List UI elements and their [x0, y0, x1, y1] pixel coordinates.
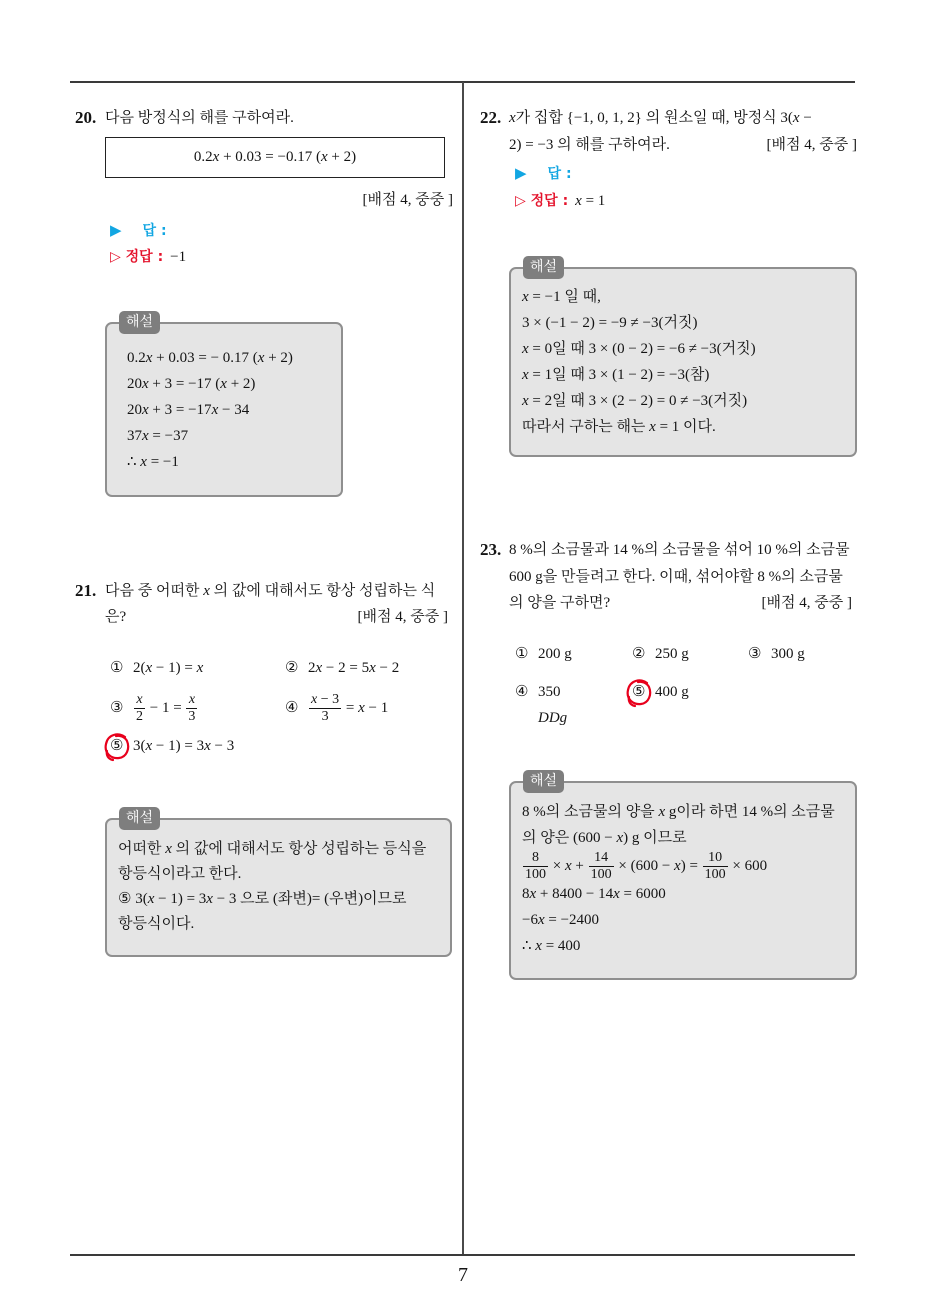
explanation-tab: 해설	[119, 311, 160, 334]
explanation-tab: 해설	[119, 807, 160, 830]
choice-mark: ②	[632, 646, 646, 662]
explanation-line: 3 × (−1 − 2) = −9 ≠ −3(거짓)	[522, 315, 698, 331]
explanation-line: 항등식이다.	[118, 916, 195, 932]
choice-5	[632, 679, 689, 705]
equation-box: 0.2x + 0.03 = −0.17 (x + 2)	[105, 137, 445, 178]
explanation-line: −6x = −2400	[522, 912, 600, 928]
choice-4	[285, 692, 388, 724]
explanation-tab: 해설	[523, 256, 564, 279]
fraction	[309, 693, 341, 724]
explanation-line: 항등식이라고 한다.	[118, 866, 242, 882]
fraction-numerator: x	[186, 693, 197, 709]
choice-text: 3(x − 1) = 3x − 3	[133, 738, 235, 754]
choice-mark: ④	[285, 700, 299, 716]
explanation-line: x = 2일 때 3 × (2 − 2) = 0 ≠ −3(거짓)	[522, 393, 748, 409]
choice-text: 400 g	[655, 684, 689, 700]
choice-4	[515, 679, 561, 705]
choice-mark: ④	[515, 684, 529, 700]
explanation-line: x = 1일 때 3 × (1 − 2) = −3(참)	[522, 367, 710, 383]
correct-answer-label: ▷ 정답 :	[110, 249, 164, 265]
explanation-line: 따라서 구하는 해는 x = 1 이다.	[522, 419, 716, 435]
score-tag: [배점 4, 중중 ]	[761, 595, 852, 611]
question-stem-line: 의 양을 구하면?	[509, 595, 611, 611]
choice-mark: ①	[515, 646, 529, 662]
question-stem-line: 은?	[105, 609, 127, 625]
fraction-denominator: 100	[704, 867, 726, 883]
explanation-line: 20x + 3 = −17 (x + 2)	[127, 376, 256, 392]
choice-text: = x − 1	[345, 700, 389, 716]
fraction	[523, 851, 548, 882]
fraction	[134, 693, 145, 724]
play-triangle-icon: ▶	[515, 164, 527, 182]
explanation-line: ∴ x = −1	[127, 454, 179, 470]
page-number: 7	[458, 1264, 468, 1286]
equation-text: × x +	[552, 858, 584, 874]
question-stem-line: 다음 중 어떠한 x 의 값에 대해서도 항상 성립하는 식	[105, 583, 436, 599]
choice-3	[748, 641, 805, 667]
explanation-line: 의 양은 (600 − x) g 이므로	[522, 830, 687, 846]
explanation-line: x = 0일 때 3 × (0 − 2) = −6 ≠ −3(거짓)	[522, 341, 756, 357]
choice-mark: ①	[110, 660, 124, 676]
correct-answer	[515, 188, 605, 214]
fraction	[186, 693, 197, 724]
question-stem-line: 600 g을 만들려고 한다. 이때, 섞어야할 8 %의 소금물	[509, 568, 843, 585]
answer-blank	[110, 217, 167, 243]
choice-mark: ②	[285, 660, 299, 676]
choice-text: 300 g	[771, 646, 805, 662]
correct-answer-value: −1	[170, 249, 187, 265]
question-stem-line: x가 집합 {−1, 0, 1, 2} 의 원소일 때, 방정식 3(x −	[509, 110, 812, 126]
choice-2	[632, 641, 689, 667]
correct-answer	[110, 244, 186, 270]
explanation-line: 20x + 3 = −17x − 34	[127, 402, 250, 418]
score-tag: [배점 4, 중중 ]	[362, 192, 453, 208]
choice-3	[110, 692, 198, 724]
question-stem-line: 8 %의 소금물과 14 %의 소금물을 섞어 10 %의 소금물	[509, 542, 850, 558]
choice-1	[110, 655, 203, 681]
choice-text: 200 g	[538, 646, 572, 662]
fraction-numerator: x − 3	[311, 692, 340, 708]
score-tag: [배점 4, 중중 ]	[357, 609, 448, 625]
choice-text: 2x − 2 = 5x − 2	[308, 660, 400, 676]
explanation-fraction-line	[522, 851, 855, 881]
explanation-box	[105, 314, 343, 497]
fraction	[589, 851, 614, 882]
choice-text: − 1 =	[149, 700, 182, 716]
fraction-denominator: 2	[136, 709, 143, 725]
choice-mark: ③	[110, 700, 124, 716]
choice-4-continuation: DDg	[538, 710, 568, 726]
choice-mark: ③	[748, 646, 762, 662]
choice-1	[515, 641, 572, 667]
correct-answer-label: ▷ 정답 :	[515, 193, 569, 209]
answer-label: 답 :	[142, 223, 167, 239]
explanation-line: 37x = −37	[127, 428, 189, 444]
fraction-denominator: 100	[590, 867, 612, 883]
equation-text: × 600	[732, 858, 768, 874]
explanation-line: ∴ x = 400	[522, 938, 581, 954]
question-stem	[105, 105, 294, 131]
explanation-line: 8x + 8400 − 14x = 6000	[522, 886, 666, 902]
question-number: 21.	[75, 581, 97, 600]
choice-2	[285, 655, 399, 681]
play-triangle-icon: ▶	[110, 221, 122, 239]
explanation-tab: 해설	[523, 770, 564, 793]
fraction-numerator: x	[134, 693, 145, 709]
choice-5	[110, 733, 234, 759]
fraction-denominator: 100	[525, 867, 546, 883]
explanation-line: 0.2x + 0.03 = − 0.17 (x + 2)	[127, 350, 293, 366]
question-number: 22.	[480, 108, 502, 127]
answer-label: 답 :	[547, 166, 572, 182]
explanation-box	[509, 773, 857, 980]
explanation-box	[105, 810, 452, 957]
answer-blank	[515, 160, 572, 186]
fraction-denominator: 3	[188, 709, 196, 725]
question-number: 23.	[480, 540, 502, 559]
bottom-rule	[70, 1254, 855, 1256]
explanation-line: 어떠한 x 의 값에 대해서도 항상 성립하는 등식을	[118, 841, 427, 857]
choice-text: 350	[538, 684, 561, 700]
choice-text: 250 g	[655, 646, 689, 662]
column-divider	[462, 82, 464, 1255]
question-number: 20.	[75, 108, 97, 127]
score-tag: [배점 4, 중중 ]	[766, 137, 857, 153]
equation-text: × (600 − x) =	[618, 858, 698, 874]
fraction-denominator: 3	[321, 709, 329, 725]
fraction	[703, 851, 728, 882]
question-stem-line: 2) = −3 의 해를 구하여라.	[509, 137, 670, 153]
explanation-box	[509, 259, 857, 457]
question-stem-line: 다음 방정식의 해를 구하여라.	[105, 110, 294, 126]
fraction-numerator: 8	[523, 851, 548, 867]
fraction-numerator: 14	[589, 851, 614, 867]
explanation-line: 8 %의 소금물의 양을 x g이라 하면 14 %의 소금물	[522, 804, 835, 820]
fraction-numerator: 10	[703, 851, 728, 867]
choice-text: 2(x − 1) = x	[133, 660, 204, 676]
choice-mark: ⑤	[632, 684, 646, 700]
explanation-line: ⑤ 3(x − 1) = 3x − 3 으로 (좌변)= (우변)이므로	[118, 891, 407, 907]
explanation-line: x = −1 일 때,	[522, 289, 601, 305]
correct-answer-value: x = 1	[575, 193, 606, 209]
choice-mark: ⑤	[110, 738, 124, 754]
